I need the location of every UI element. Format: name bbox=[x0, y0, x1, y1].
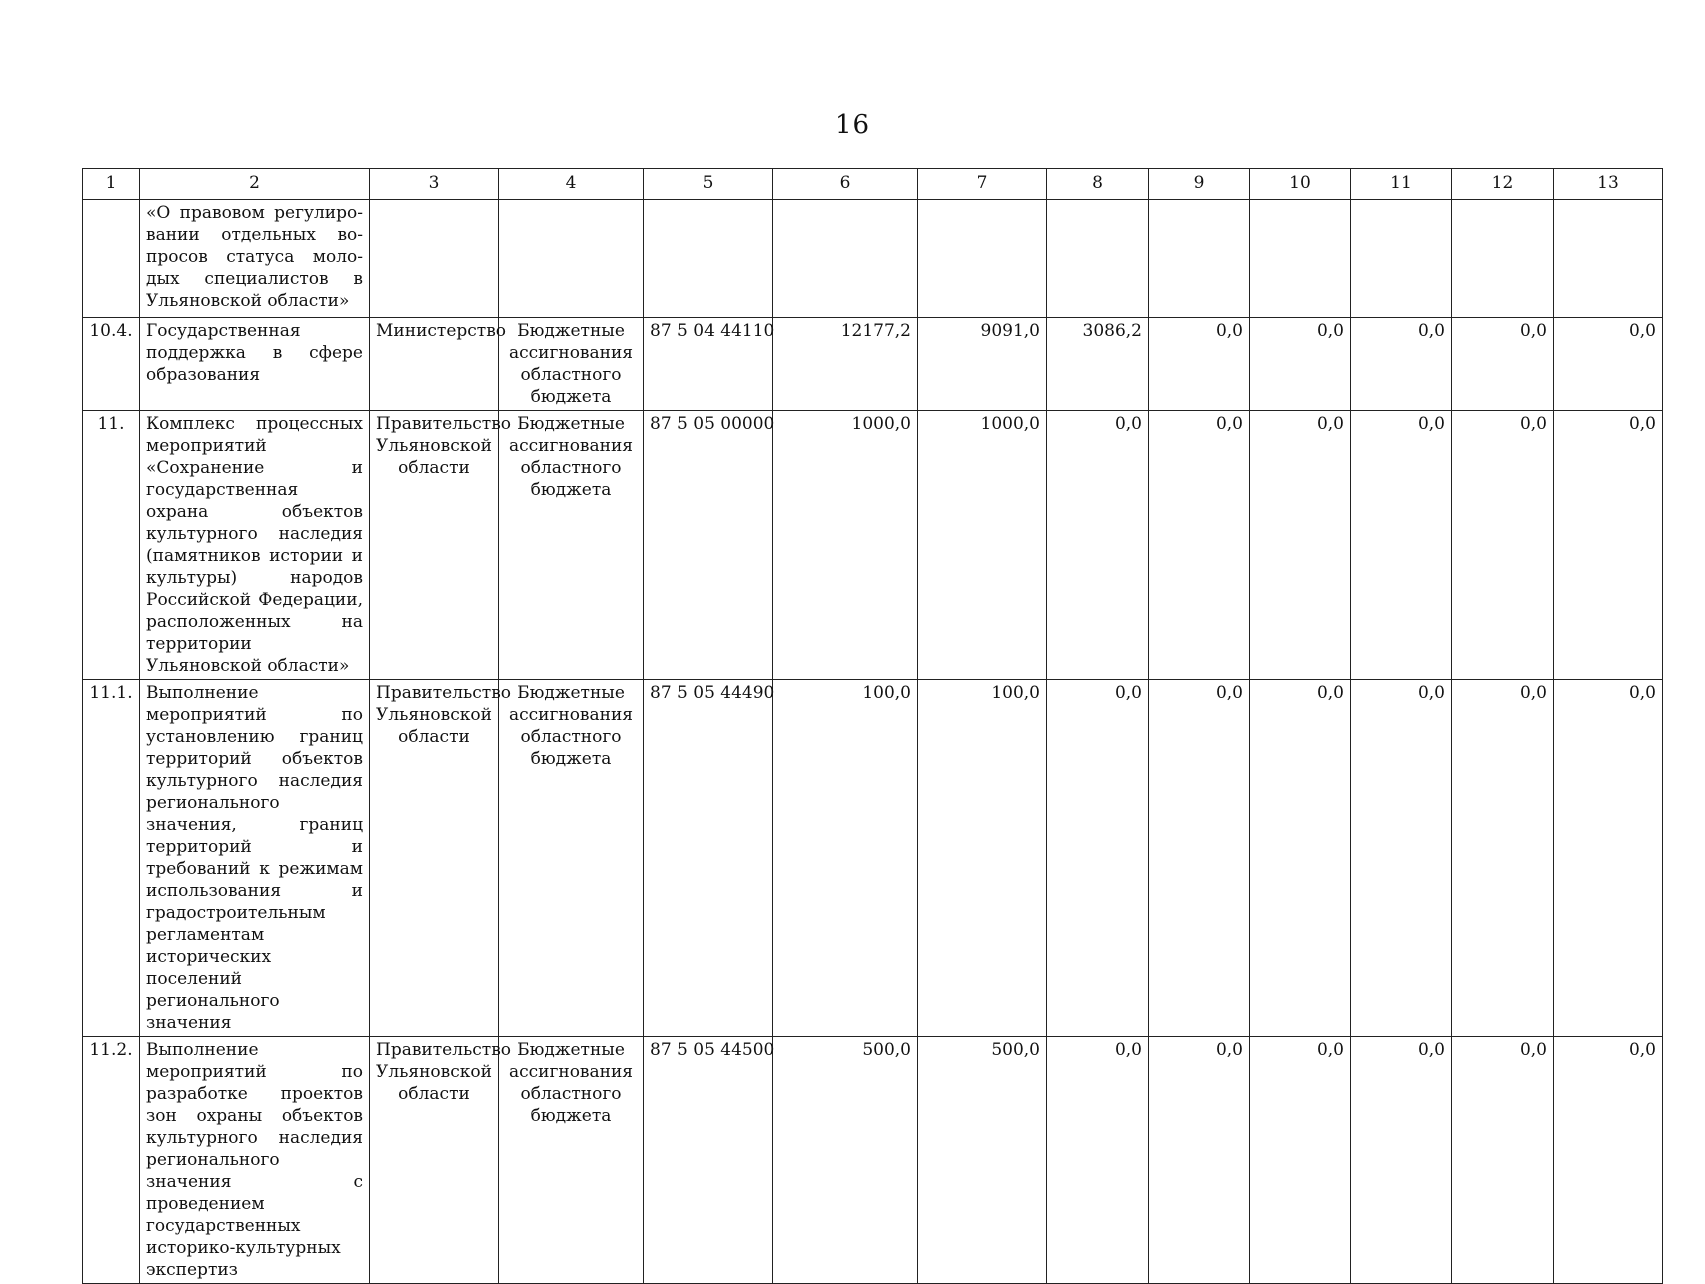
row-value: 0,0 bbox=[1452, 680, 1554, 1037]
row-value: 500,0 bbox=[773, 1037, 918, 1284]
row-value: 0,0 bbox=[1047, 1037, 1149, 1284]
table-row bbox=[83, 318, 1663, 411]
column-header: 6 bbox=[773, 169, 918, 200]
row-executor: Правительство Ульяновской области bbox=[370, 680, 499, 1037]
row-code: 87 5 04 44110 bbox=[644, 318, 773, 411]
column-header: 12 bbox=[1452, 169, 1554, 200]
row-value: 0,0 bbox=[1351, 680, 1452, 1037]
row-code: 87 5 05 44490 bbox=[644, 680, 773, 1037]
row-executor: Правительство Ульяновской области bbox=[370, 1037, 499, 1284]
column-header: 1 bbox=[83, 169, 140, 200]
row-value: 0,0 bbox=[1351, 1037, 1452, 1284]
row-value: 0,0 bbox=[1047, 680, 1149, 1037]
column-header: 10 bbox=[1250, 169, 1351, 200]
table-row bbox=[83, 411, 1663, 680]
row-name: Государственная поддержка в сфере образования bbox=[140, 318, 370, 411]
row-number: 10.4. bbox=[83, 318, 140, 411]
row-code bbox=[644, 200, 773, 318]
row-value bbox=[1149, 200, 1250, 318]
row-number: 11. bbox=[83, 411, 140, 680]
row-value: 0,0 bbox=[1149, 411, 1250, 680]
row-value bbox=[1047, 200, 1149, 318]
row-value: 0,0 bbox=[1554, 411, 1663, 680]
row-value: 0,0 bbox=[1250, 1037, 1351, 1284]
row-code: 87 5 05 44500 bbox=[644, 1037, 773, 1284]
row-source bbox=[499, 200, 644, 318]
page-number: 16 bbox=[834, 110, 871, 140]
row-value: 3086,2 bbox=[1047, 318, 1149, 411]
row-value: 0,0 bbox=[1554, 318, 1663, 411]
column-header: 3 bbox=[370, 169, 499, 200]
row-name: Комплекс процессных мероприятий «Сохранение и государственная охрана объектов культурного наследия (памятников истории и культуры) народов Российской Федерации, расположенных на территории Ульяновской области» bbox=[140, 411, 370, 680]
column-header: 7 bbox=[918, 169, 1047, 200]
row-value bbox=[918, 200, 1047, 318]
column-header: 11 bbox=[1351, 169, 1452, 200]
row-number: 11.1. bbox=[83, 680, 140, 1037]
column-header: 2 bbox=[140, 169, 370, 200]
table-row bbox=[83, 1037, 1663, 1284]
column-header: 5 bbox=[644, 169, 773, 200]
row-value: 0,0 bbox=[1250, 680, 1351, 1037]
row-executor: Правительство Ульяновской области bbox=[370, 411, 499, 680]
table-row bbox=[83, 680, 1663, 1037]
row-value: 0,0 bbox=[1351, 411, 1452, 680]
row-value: 0,0 bbox=[1250, 318, 1351, 411]
row-value: 12177,2 bbox=[773, 318, 918, 411]
row-source: Бюджетные ассигнования областного бюджета bbox=[499, 411, 644, 680]
column-header: 4 bbox=[499, 169, 644, 200]
row-value bbox=[1452, 200, 1554, 318]
row-value: 0,0 bbox=[1149, 1037, 1250, 1284]
row-value: 0,0 bbox=[1452, 1037, 1554, 1284]
row-value: 0,0 bbox=[1250, 411, 1351, 680]
column-header: 9 bbox=[1149, 169, 1250, 200]
row-executor bbox=[370, 200, 499, 318]
row-name: Выполнение мероприятий по разработке проектов зон охраны объектов культурного наследия регионального значения с проведением государственных историко-культурных экспертиз bbox=[140, 1037, 370, 1284]
row-value bbox=[1554, 200, 1663, 318]
row-value: 1000,0 bbox=[918, 411, 1047, 680]
header-row bbox=[83, 169, 1663, 200]
column-header: 8 bbox=[1047, 169, 1149, 200]
row-value bbox=[1351, 200, 1452, 318]
budget-table bbox=[82, 168, 1663, 1284]
row-value: 0,0 bbox=[1149, 318, 1250, 411]
row-value: 0,0 bbox=[1047, 411, 1149, 680]
row-value: 0,0 bbox=[1452, 411, 1554, 680]
row-value: 0,0 bbox=[1554, 1037, 1663, 1284]
row-executor: Министерство bbox=[370, 318, 499, 411]
row-source: Бюджетные ассигнования областного бюджета bbox=[499, 318, 644, 411]
row-source: Бюджетные ассигнования областного бюджета bbox=[499, 680, 644, 1037]
row-value bbox=[773, 200, 918, 318]
row-value: 0,0 bbox=[1149, 680, 1250, 1037]
row-name: «О правовом регулировании отдельных вопросов статуса молодых специалистов в Ульяновской области» bbox=[140, 200, 370, 318]
table-row bbox=[83, 200, 1663, 318]
column-header: 13 bbox=[1554, 169, 1663, 200]
row-value: 1000,0 bbox=[773, 411, 918, 680]
row-value: 9091,0 bbox=[918, 318, 1047, 411]
row-value: 0,0 bbox=[1452, 318, 1554, 411]
row-name: Выполнение мероприятий по установлению границ территорий объектов культурного наследия регионального значения, границ территорий и требований к режимам использования и градостроительным регламентам исторических поселений регионального значения bbox=[140, 680, 370, 1037]
row-value: 0,0 bbox=[1351, 318, 1452, 411]
row-number bbox=[83, 200, 140, 318]
row-value: 100,0 bbox=[918, 680, 1047, 1037]
row-value bbox=[1250, 200, 1351, 318]
row-value: 100,0 bbox=[773, 680, 918, 1037]
row-source: Бюджетные ассигнования областного бюджета bbox=[499, 1037, 644, 1284]
row-code: 87 5 05 00000 bbox=[644, 411, 773, 680]
row-number: 11.2. bbox=[83, 1037, 140, 1284]
row-value: 0,0 bbox=[1554, 680, 1663, 1037]
row-value: 500,0 bbox=[918, 1037, 1047, 1284]
